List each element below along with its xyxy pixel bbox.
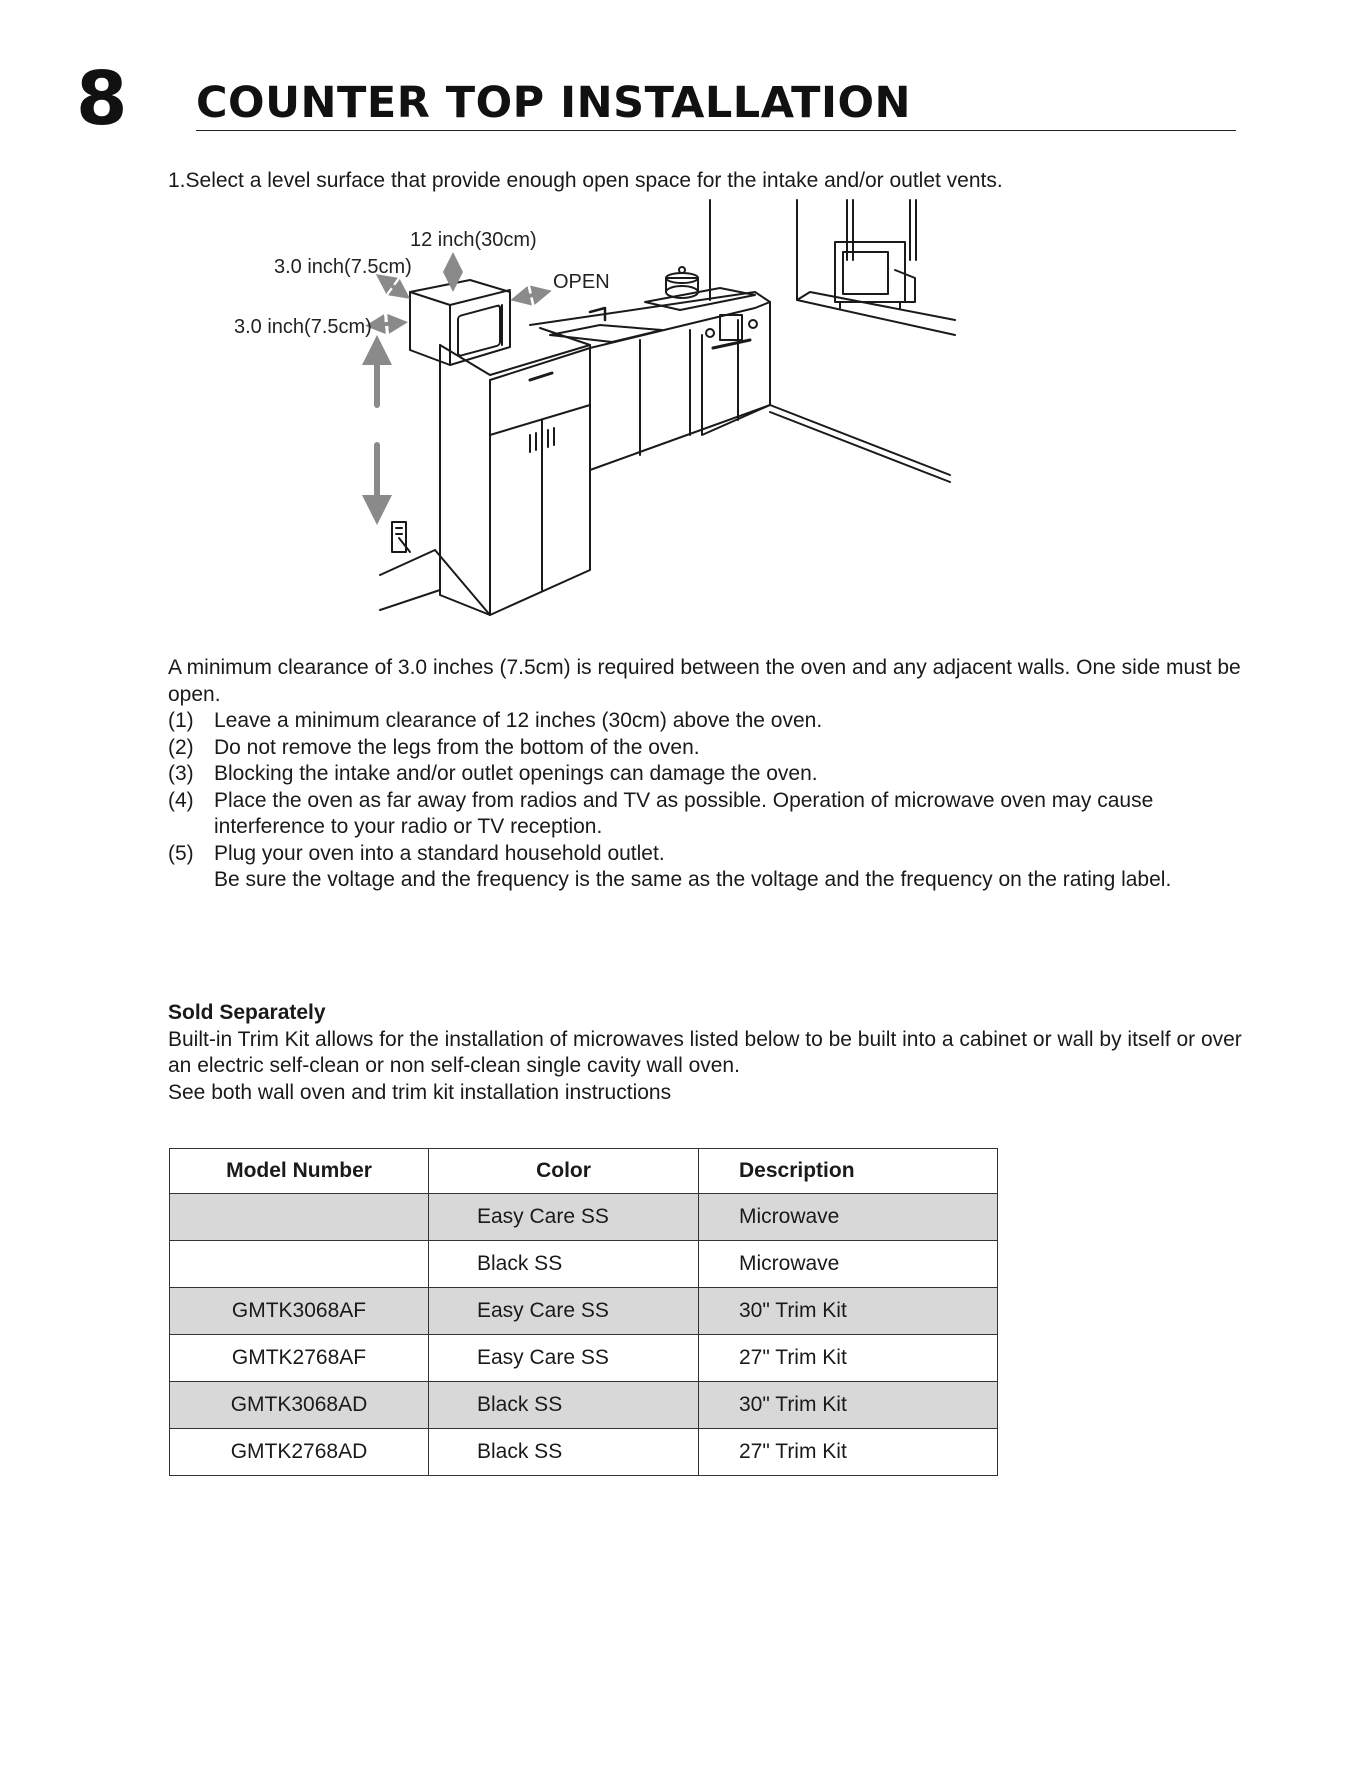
- intro-instruction: 1.Select a level surface that provide enough open space for the intake and/or outlet vents.: [168, 169, 1003, 192]
- note-item: [168, 735, 1248, 762]
- column-header-description: Description: [699, 1149, 998, 1194]
- label-top-clearance: 12 inch(30cm): [410, 229, 537, 251]
- column-header-color: Color: [429, 1149, 699, 1194]
- table-row: [170, 1429, 998, 1476]
- label-back-clearance: 3.0 inch(7.5cm): [274, 256, 412, 278]
- counter-run: [530, 292, 770, 470]
- cell-model: GMTK2768AF: [170, 1335, 429, 1382]
- title-underline: [196, 130, 1236, 131]
- trim-kit-table: [169, 1148, 998, 1476]
- cell-color: Black SS: [429, 1241, 699, 1288]
- floor-line: [380, 590, 440, 610]
- table-row: [170, 1382, 998, 1429]
- cell-description: Microwave: [699, 1241, 998, 1288]
- drawer-handle: [530, 373, 552, 380]
- open-side-arrow: [520, 293, 542, 298]
- cell-color: Easy Care SS: [429, 1335, 699, 1382]
- cell-model: [170, 1241, 429, 1288]
- note-text: Plug your oven into a standard household outlet.: [214, 841, 665, 865]
- label-side-clearance: 3.0 inch(7.5cm): [234, 316, 372, 338]
- label-open: OPEN: [553, 271, 610, 293]
- note-text-continued: Be sure the voltage and the frequency is the same as the voltage and the frequency on the rating label.: [214, 868, 1172, 891]
- floor-line: [435, 550, 490, 615]
- table-header-row: [170, 1149, 998, 1194]
- sink: [550, 325, 662, 342]
- table-row: [170, 1288, 998, 1335]
- sold-separately-text: Built-in Trim Kit allows for the installation of microwaves listed below to be built into a cabinet or wall by itself or over an electric self-clean or non self-clean single cavity wall oven.: [168, 1027, 1242, 1077]
- sold-separately-section: [168, 1000, 1258, 1106]
- note-number: (1): [168, 709, 194, 732]
- note-text: Place the oven as far away from radios and TV as possible. Operation of microwave oven may cause interference to your radio or TV reception.: [214, 788, 1154, 838]
- note-number: (4): [168, 788, 194, 812]
- note-number: (2): [168, 735, 194, 759]
- cell-description: 27" Trim Kit: [699, 1335, 998, 1382]
- cabinet-side: [440, 345, 490, 615]
- cell-model: GMTK2768AD: [170, 1429, 429, 1476]
- cell-color: Easy Care SS: [429, 1194, 699, 1241]
- notes-lead: A minimum clearance of 3.0 inches (7.5cm) is required between the oven and any adjacent walls. One side must be open.: [168, 656, 1241, 706]
- page-number: 8: [76, 56, 128, 142]
- clearance-notes: [168, 655, 1248, 894]
- cell-color: Easy Care SS: [429, 1288, 699, 1335]
- note-item: [168, 708, 1248, 735]
- cabinet-front: [490, 348, 590, 615]
- power-cord: [396, 528, 410, 552]
- cell-color: Black SS: [429, 1429, 699, 1476]
- installation-diagram: [234, 220, 1090, 620]
- floor-edge: [770, 405, 950, 475]
- note-text: Blocking the intake and/or outlet openings can damage the oven.: [214, 762, 818, 785]
- table-row: [170, 1194, 998, 1241]
- kitchen-illustration: [234, 220, 1090, 620]
- cell-model: GMTK3068AD: [170, 1382, 429, 1429]
- sold-separately-heading: Sold Separately: [168, 1001, 326, 1024]
- back-clearance-arrow: [384, 280, 402, 293]
- note-item: [168, 761, 1248, 788]
- note-number: (5): [168, 841, 194, 865]
- note-number: (3): [168, 762, 194, 785]
- note-text: Do not remove the legs from the bottom of the oven.: [214, 735, 700, 759]
- table-row: [170, 1241, 998, 1288]
- page-title: COUNTER TOP INSTALLATION: [196, 78, 912, 128]
- cell-description: 30" Trim Kit: [699, 1288, 998, 1335]
- note-text: Leave a minimum clearance of 12 inches (30cm) above the oven.: [214, 709, 823, 732]
- side-clearance-arrow: [375, 323, 398, 325]
- note-item: [168, 841, 1248, 894]
- cell-description: 27" Trim Kit: [699, 1429, 998, 1476]
- cell-color: Black SS: [429, 1382, 699, 1429]
- cell-description: Microwave: [699, 1194, 998, 1241]
- table-row: [170, 1335, 998, 1382]
- cell-description: 30" Trim Kit: [699, 1382, 998, 1429]
- note-item: [168, 788, 1248, 841]
- column-header-model: Model Number: [170, 1149, 429, 1194]
- floor-line: [380, 550, 435, 575]
- cabinet-top: [440, 328, 590, 375]
- cell-model: GMTK3068AF: [170, 1288, 429, 1335]
- sold-separately-note: See both wall oven and trim kit installation instructions: [168, 1080, 672, 1104]
- stove-top: [645, 288, 755, 310]
- microwave-window: [458, 305, 500, 356]
- cell-model: [170, 1194, 429, 1241]
